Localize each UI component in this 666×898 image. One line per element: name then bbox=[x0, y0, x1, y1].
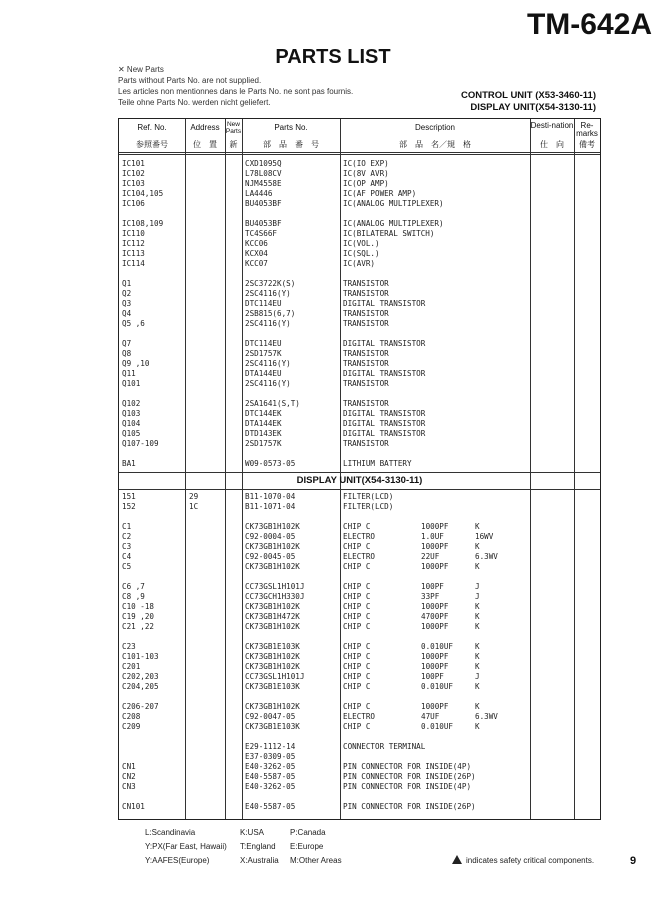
cell-desc: IC(BILATERAL SWITCH) bbox=[343, 229, 435, 238]
cell-desc: CHIP C bbox=[343, 602, 371, 611]
cell-spec: K bbox=[475, 662, 480, 671]
cell-desc: TRANSISTOR bbox=[343, 279, 389, 288]
parts-notes bbox=[118, 64, 353, 108]
note-new-parts: ✕ New Parts bbox=[118, 65, 164, 74]
cell-ref: C6 ,7 bbox=[122, 582, 145, 591]
cell-desc: DIGITAL TRANSISTOR bbox=[343, 429, 426, 438]
col-divider bbox=[225, 119, 226, 819]
cell-desc: CHIP C bbox=[343, 592, 371, 601]
cell-val: 100PF bbox=[421, 672, 444, 681]
cell-ref: IC108,109 bbox=[122, 219, 164, 228]
cell-desc: CHIP C bbox=[343, 622, 371, 631]
cell-desc: CHIP C bbox=[343, 582, 371, 591]
legend-item: E:Europe bbox=[290, 842, 324, 851]
cell-desc: IC(AVR) bbox=[343, 259, 376, 268]
cell-part: B11-1071-04 bbox=[245, 502, 296, 511]
cell-desc: IC(OP AMP) bbox=[343, 179, 389, 188]
cell-part: CK73GB1E103K bbox=[245, 722, 300, 731]
cell-desc: CHIP C bbox=[343, 542, 371, 551]
cell-ref: C206-207 bbox=[122, 702, 159, 711]
cell-addr: 1C bbox=[189, 502, 199, 511]
cell-desc: IC(AF POWER AMP) bbox=[343, 189, 417, 198]
cell-spec: K bbox=[475, 542, 480, 551]
cell-ref: Q8 bbox=[122, 349, 132, 358]
cell-desc: PIN CONNECTOR FOR INSIDE(26P) bbox=[343, 802, 476, 811]
cell-desc: TRANSISTOR bbox=[343, 319, 389, 328]
col-divider bbox=[340, 119, 341, 819]
cell-part: CK73GB1H102K bbox=[245, 662, 300, 671]
legend-col-2 bbox=[240, 826, 279, 868]
cell-val: 1000PF bbox=[421, 652, 449, 661]
cell-val: 1000PF bbox=[421, 522, 449, 531]
cell-ref: Q101 bbox=[122, 379, 141, 388]
cell-part: CK73GB1H102K bbox=[245, 562, 300, 571]
cell-spec: 6.3WV bbox=[475, 552, 498, 561]
col-divider bbox=[574, 119, 575, 819]
cell-part: DTC144EK bbox=[245, 409, 282, 418]
legend-item: X:Australia bbox=[240, 856, 279, 865]
cell-ref: CN2 bbox=[122, 772, 136, 781]
cell-spec: 16WV bbox=[475, 532, 494, 541]
cell-desc: IC(IO EXP) bbox=[343, 159, 389, 168]
cell-part: L78L08CV bbox=[245, 169, 282, 178]
cell-desc: CHIP C bbox=[343, 652, 371, 661]
cell-ref: C2 bbox=[122, 532, 132, 541]
cell-spec: K bbox=[475, 522, 480, 531]
cell-part: CC73GCH1H330J bbox=[245, 592, 305, 601]
cell-desc: ELECTRO bbox=[343, 712, 376, 721]
cell-part: E40-5587-05 bbox=[245, 772, 296, 781]
legend-item: M:Other Areas bbox=[290, 856, 342, 865]
unit-headings bbox=[461, 90, 596, 114]
cell-ref: Q7 bbox=[122, 339, 132, 348]
cell-val: 22UF bbox=[421, 552, 440, 561]
header-remarks: Re-marks bbox=[576, 121, 598, 138]
cell-ref: Q102 bbox=[122, 399, 141, 408]
cell-desc: DIGITAL TRANSISTOR bbox=[343, 409, 426, 418]
cell-ref: CN3 bbox=[122, 782, 136, 791]
legend-item: Y:AAFES(Europe) bbox=[145, 856, 210, 865]
cell-part: 2SC4116(Y) bbox=[245, 289, 291, 298]
cell-desc: TRANSISTOR bbox=[343, 349, 389, 358]
cell-val: 1000PF bbox=[421, 562, 449, 571]
cell-desc: TRANSISTOR bbox=[343, 309, 389, 318]
cell-part: E29-1112-14 bbox=[245, 742, 296, 751]
cell-ref: 151 bbox=[122, 492, 136, 501]
header-ref-jp: 参照番号 bbox=[136, 140, 168, 149]
cell-part: CC73GSL1H101J bbox=[245, 582, 305, 591]
cell-desc: CHIP C bbox=[343, 562, 371, 571]
cell-ref: CN1 bbox=[122, 762, 136, 771]
header-address: Address bbox=[190, 123, 220, 132]
cell-part: BU4053BF bbox=[245, 199, 282, 208]
cell-desc: IC(SQL.) bbox=[343, 249, 380, 258]
cell-spec: J bbox=[475, 592, 480, 601]
cell-spec: K bbox=[475, 642, 480, 651]
cell-part: DTA144EK bbox=[245, 419, 282, 428]
legend-col-3 bbox=[290, 826, 342, 868]
cell-part: E40-3262-05 bbox=[245, 762, 296, 771]
legend-item: P:Canada bbox=[290, 828, 326, 837]
cell-spec: K bbox=[475, 622, 480, 631]
cell-spec: K bbox=[475, 682, 480, 691]
cell-part: E40-3262-05 bbox=[245, 782, 296, 791]
cell-val: 1000PF bbox=[421, 602, 449, 611]
section-divider-bottom bbox=[119, 489, 600, 490]
cell-part: 2SD1757K bbox=[245, 439, 282, 448]
header-divider bbox=[119, 152, 600, 153]
cell-desc: PIN CONNECTOR FOR INSIDE(4P) bbox=[343, 782, 472, 791]
display-unit-section-title: DISPLAY UNIT(X54-3130-11) bbox=[296, 475, 423, 486]
cell-addr: 29 bbox=[189, 492, 199, 501]
cell-part: DTA144EU bbox=[245, 369, 282, 378]
cell-ref: C23 bbox=[122, 642, 136, 651]
header-remarks-jp: 備考 bbox=[579, 140, 595, 149]
cell-desc: IC(VOL.) bbox=[343, 239, 380, 248]
cell-part: CK73GB1H102K bbox=[245, 652, 300, 661]
cell-ref: Q9 ,10 bbox=[122, 359, 150, 368]
cell-part: TC4S66F bbox=[245, 229, 278, 238]
cell-ref: C204,205 bbox=[122, 682, 159, 691]
cell-desc: IC(8V AVR) bbox=[343, 169, 389, 178]
cell-part: E37-0309-05 bbox=[245, 752, 296, 761]
cell-part: KCC06 bbox=[245, 239, 268, 248]
header-parts-no: Parts No. bbox=[274, 123, 308, 132]
warning-triangle-icon bbox=[452, 855, 462, 864]
page-title: PARTS LIST bbox=[275, 46, 391, 68]
cell-part: CK73GB1H102K bbox=[245, 702, 300, 711]
cell-part: 2SC4116(Y) bbox=[245, 359, 291, 368]
cell-desc: PIN CONNECTOR FOR INSIDE(26P) bbox=[343, 772, 476, 781]
cell-spec: 6.3WV bbox=[475, 712, 498, 721]
cell-spec: K bbox=[475, 612, 480, 621]
cell-spec: J bbox=[475, 672, 480, 681]
parts-table bbox=[118, 118, 601, 820]
cell-desc: DIGITAL TRANSISTOR bbox=[343, 369, 426, 378]
cell-desc: FILTER(LCD) bbox=[343, 502, 394, 511]
cell-ref: C208 bbox=[122, 712, 141, 721]
cell-val: 1.0UF bbox=[421, 532, 444, 541]
cell-desc: ELECTRO bbox=[343, 552, 376, 561]
cell-desc: TRANSISTOR bbox=[343, 359, 389, 368]
header-destination: Desti-nation bbox=[530, 121, 574, 130]
safety-note bbox=[452, 855, 594, 865]
cell-part: BU4053BF bbox=[245, 219, 282, 228]
cell-spec: J bbox=[475, 582, 480, 591]
cell-val: 100PF bbox=[421, 582, 444, 591]
cell-ref: CN101 bbox=[122, 802, 145, 811]
cell-part: DTC114EU bbox=[245, 339, 282, 348]
cell-ref: 152 bbox=[122, 502, 136, 511]
cell-part: W09-0573-05 bbox=[245, 459, 296, 468]
cell-spec: K bbox=[475, 562, 480, 571]
cell-ref: C10 -18 bbox=[122, 602, 155, 611]
cell-desc: TRANSISTOR bbox=[343, 439, 389, 448]
cell-ref: C201 bbox=[122, 662, 141, 671]
cell-ref: Q107-109 bbox=[122, 439, 159, 448]
cell-desc: IC(ANALOG MULTIPLEXER) bbox=[343, 199, 444, 208]
cell-part: 2SC4116(Y) bbox=[245, 379, 291, 388]
header-divider-double bbox=[119, 154, 600, 155]
header-description-jp: 部 品 名／規 格 bbox=[399, 140, 471, 149]
cell-part: NJM4558E bbox=[245, 179, 282, 188]
cell-part: CK73GB1E103K bbox=[245, 682, 300, 691]
cell-val: 0.010UF bbox=[421, 642, 454, 651]
col-divider bbox=[185, 119, 186, 819]
legend-item: T:England bbox=[240, 842, 276, 851]
header-ref: Ref. No. bbox=[137, 123, 167, 132]
cell-val: 1000PF bbox=[421, 702, 449, 711]
cell-part: 2SB815(6,7) bbox=[245, 309, 296, 318]
cell-desc: DIGITAL TRANSISTOR bbox=[343, 299, 426, 308]
note-english: Parts without Parts No. are not supplied. bbox=[118, 76, 262, 85]
cell-ref: C3 bbox=[122, 542, 132, 551]
cell-part: 2SC3722K(S) bbox=[245, 279, 296, 288]
cell-ref: Q105 bbox=[122, 429, 141, 438]
cell-val: 33PF bbox=[421, 592, 440, 601]
cell-ref: Q1 bbox=[122, 279, 132, 288]
cell-part: CK73GB1H102K bbox=[245, 522, 300, 531]
cell-part: 2SD1757K bbox=[245, 349, 282, 358]
cell-desc: CONNECTOR TERMINAL bbox=[343, 742, 426, 751]
cell-part: CK73GB1E103K bbox=[245, 642, 300, 651]
cell-ref: C101-103 bbox=[122, 652, 159, 661]
cell-spec: K bbox=[475, 702, 480, 711]
cell-desc: PIN CONNECTOR FOR INSIDE(4P) bbox=[343, 762, 472, 771]
cell-ref: C1 bbox=[122, 522, 132, 531]
cell-part: CXD1095Q bbox=[245, 159, 282, 168]
cell-ref: IC102 bbox=[122, 169, 145, 178]
page-number: 9 bbox=[630, 855, 637, 867]
cell-ref: Q2 bbox=[122, 289, 132, 298]
cell-desc: TRANSISTOR bbox=[343, 379, 389, 388]
cell-val: 1000PF bbox=[421, 662, 449, 671]
cell-ref: C202,203 bbox=[122, 672, 159, 681]
cell-ref: C4 bbox=[122, 552, 132, 561]
cell-desc: CHIP C bbox=[343, 722, 371, 731]
cell-ref: C8 ,9 bbox=[122, 592, 145, 601]
header-address-jp: 位 置 bbox=[193, 140, 217, 149]
cell-ref: IC112 bbox=[122, 239, 145, 248]
col-divider bbox=[242, 119, 243, 819]
cell-ref: C5 bbox=[122, 562, 132, 571]
cell-spec: K bbox=[475, 602, 480, 611]
cell-ref: Q104 bbox=[122, 419, 141, 428]
cell-desc: LITHIUM BATTERY bbox=[343, 459, 412, 468]
legend-col-1 bbox=[145, 826, 227, 868]
cell-part: KCX04 bbox=[245, 249, 268, 258]
cell-ref: IC106 bbox=[122, 199, 145, 208]
cell-desc: TRANSISTOR bbox=[343, 399, 389, 408]
header-destination-jp: 仕 向 bbox=[540, 140, 564, 149]
cell-desc: CHIP C bbox=[343, 642, 371, 651]
cell-part: CC73GSL1H101J bbox=[245, 672, 305, 681]
cell-desc: CHIP C bbox=[343, 682, 371, 691]
header-new: New Parts bbox=[225, 121, 242, 135]
header-new-jp: 新 bbox=[229, 140, 238, 149]
cell-desc: FILTER(LCD) bbox=[343, 492, 394, 501]
cell-ref: C19 ,20 bbox=[122, 612, 155, 621]
cell-desc: CHIP C bbox=[343, 702, 371, 711]
cell-ref: Q103 bbox=[122, 409, 141, 418]
cell-part: CK73GB1H472K bbox=[245, 612, 300, 621]
cell-part: C92-0004-05 bbox=[245, 532, 296, 541]
cell-ref: Q3 bbox=[122, 299, 132, 308]
section-divider-top bbox=[119, 472, 600, 473]
cell-desc: CHIP C bbox=[343, 612, 371, 621]
display-unit-heading: DISPLAY UNIT(X54-3130-11) bbox=[470, 102, 596, 113]
cell-part: CK73GB1H102K bbox=[245, 602, 300, 611]
cell-val: 0.010UF bbox=[421, 682, 454, 691]
model-number: TM-642A bbox=[526, 8, 652, 41]
cell-ref: Q5 ,6 bbox=[122, 319, 145, 328]
cell-part: 2SA1641(S,T) bbox=[245, 399, 300, 408]
cell-ref: Q11 bbox=[122, 369, 136, 378]
cell-ref: IC113 bbox=[122, 249, 145, 258]
cell-ref: BA1 bbox=[122, 459, 136, 468]
cell-part: C92-0047-05 bbox=[245, 712, 296, 721]
cell-part: CK73GB1H102K bbox=[245, 622, 300, 631]
cell-part: B11-1070-04 bbox=[245, 492, 296, 501]
safety-note-text: indicates safety critical components. bbox=[466, 856, 595, 865]
cell-ref: C209 bbox=[122, 722, 141, 731]
note-french: Les articles non mentionnes dans le Parts No. ne sont pas fournis. bbox=[118, 87, 354, 96]
cell-desc: CHIP C bbox=[343, 672, 371, 681]
cell-part: 2SC4116(Y) bbox=[245, 319, 291, 328]
cell-desc: IC(ANALOG MULTIPLEXER) bbox=[343, 219, 444, 228]
cell-part: E40-5587-05 bbox=[245, 802, 296, 811]
cell-part: C92-0045-05 bbox=[245, 552, 296, 561]
cell-ref: IC114 bbox=[122, 259, 145, 268]
cell-part: DTD143EK bbox=[245, 429, 282, 438]
cell-ref: C21 ,22 bbox=[122, 622, 155, 631]
cell-val: 0.010UF bbox=[421, 722, 454, 731]
header-parts-no-jp: 部 品 番 号 bbox=[263, 140, 319, 149]
cell-desc: DIGITAL TRANSISTOR bbox=[343, 339, 426, 348]
cell-ref: Q4 bbox=[122, 309, 132, 318]
cell-val: 1000PF bbox=[421, 622, 449, 631]
legend-item: L:Scandinavia bbox=[145, 828, 196, 837]
cell-spec: K bbox=[475, 652, 480, 661]
cell-val: 1000PF bbox=[421, 542, 449, 551]
cell-part: KCC07 bbox=[245, 259, 268, 268]
cell-desc: ELECTRO bbox=[343, 532, 376, 541]
cell-ref: IC101 bbox=[122, 159, 145, 168]
col-divider bbox=[530, 119, 531, 819]
legend-item: Y:PX(Far East, Hawaii) bbox=[145, 842, 227, 851]
cell-ref: IC104,105 bbox=[122, 189, 164, 198]
cell-part: CK73GB1H102K bbox=[245, 542, 300, 551]
cell-part: LA4446 bbox=[245, 189, 273, 198]
cell-val: 4700PF bbox=[421, 612, 449, 621]
cell-desc: DIGITAL TRANSISTOR bbox=[343, 419, 426, 428]
note-german: Teile ohne Parts No. werden nicht geliefert. bbox=[118, 98, 271, 107]
control-unit-heading: CONTROL UNIT (X53-3460-11) bbox=[461, 90, 596, 101]
header-description: Description bbox=[414, 123, 455, 132]
cell-spec: K bbox=[475, 722, 480, 731]
cell-desc: CHIP C bbox=[343, 662, 371, 671]
cell-val: 47UF bbox=[421, 712, 440, 721]
cell-ref: IC110 bbox=[122, 229, 145, 238]
cell-desc: CHIP C bbox=[343, 522, 371, 531]
cell-ref: IC103 bbox=[122, 179, 145, 188]
cell-part: DTC114EU bbox=[245, 299, 282, 308]
legend-item: K:USA bbox=[240, 828, 265, 837]
cell-desc: TRANSISTOR bbox=[343, 289, 389, 298]
